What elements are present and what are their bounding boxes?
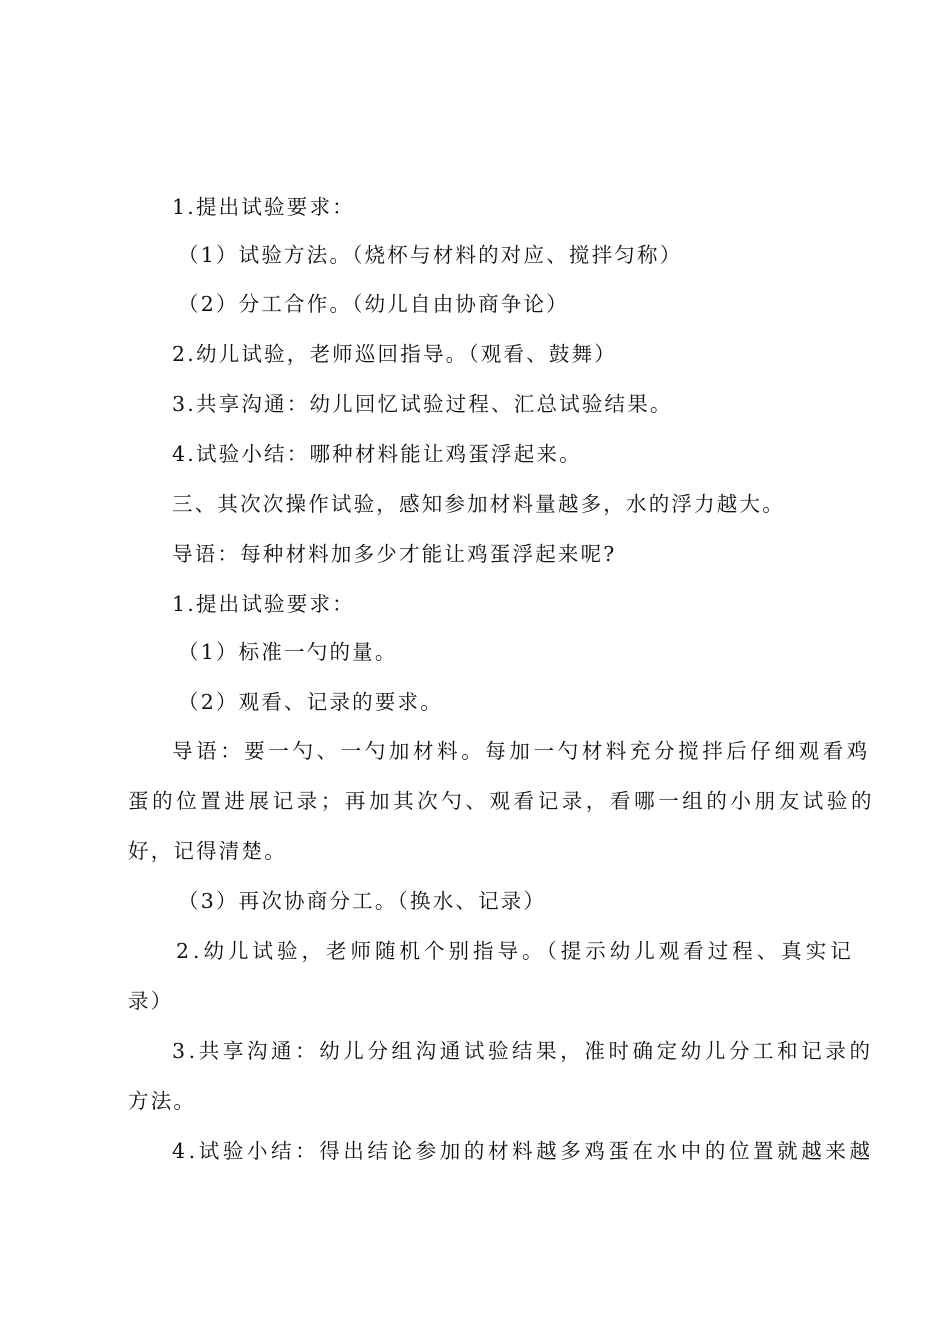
step-1-item-2: （2）分工合作。（幼儿自由协商争论） — [178, 292, 569, 316]
lead-in-paragraph-line-1: 导语：要一勺、一勺加材料。每加一勺材料充分搅拌后仔细观看鸡 — [172, 739, 871, 763]
step-4-paragraph: 4.试验小结：哪种材料能让鸡蛋浮起来。 — [172, 442, 582, 466]
step-3-paragraph-b-line-1: 3.共享沟通：幼儿分组沟通试验结果，准时确定幼儿分工和记录的 — [172, 1039, 874, 1063]
step-2-paragraph: 2.幼儿试验，老师巡回指导。（观看、鼓舞） — [172, 342, 618, 366]
lead-in-paragraph-line-2: 蛋的位置进展记录；再加其次勺、观看记录，看哪一组的小朋友试验的 — [128, 789, 876, 813]
step-2-paragraph-b-line-2: 录） — [128, 989, 174, 1013]
step-1-item-3-b: （3）再次协商分工。（换水、记录） — [178, 889, 547, 913]
step-3-paragraph-b-line-2: 方法。 — [128, 1089, 197, 1113]
step-4-paragraph-b-line-1: 4.试验小结：得出结论参加的材料越多鸡蛋在水中的位置就越来越 — [172, 1139, 874, 1163]
lead-in-paragraph-line-3: 好，记得清楚。 — [128, 839, 287, 863]
step-1-heading-2: 1.提出试验要求： — [172, 592, 355, 616]
step-1-item-1: （1）试验方法。（烧杯与材料的对应、搅拌匀称） — [178, 243, 683, 267]
step-1-heading: 1.提出试验要求： — [172, 195, 355, 219]
step-2-paragraph-b-line-1: 2.幼儿试验，老师随机个别指导。（提示幼儿观看过程、真实记 — [176, 939, 855, 963]
lead-in-paragraph: 导语：每种材料加多少才能让鸡蛋浮起来呢? — [172, 542, 617, 566]
step-1-item-2-b: （2）观看、记录的要求。 — [178, 690, 443, 714]
step-3-paragraph: 3.共享沟通：幼儿回忆试验过程、汇总试验结果。 — [172, 392, 673, 416]
step-1-item-1-b: （1）标准一勺的量。 — [178, 640, 398, 664]
section-3-heading: 三、其次次操作试验，感知参加材料量越多，水的浮力越大。 — [172, 492, 785, 516]
